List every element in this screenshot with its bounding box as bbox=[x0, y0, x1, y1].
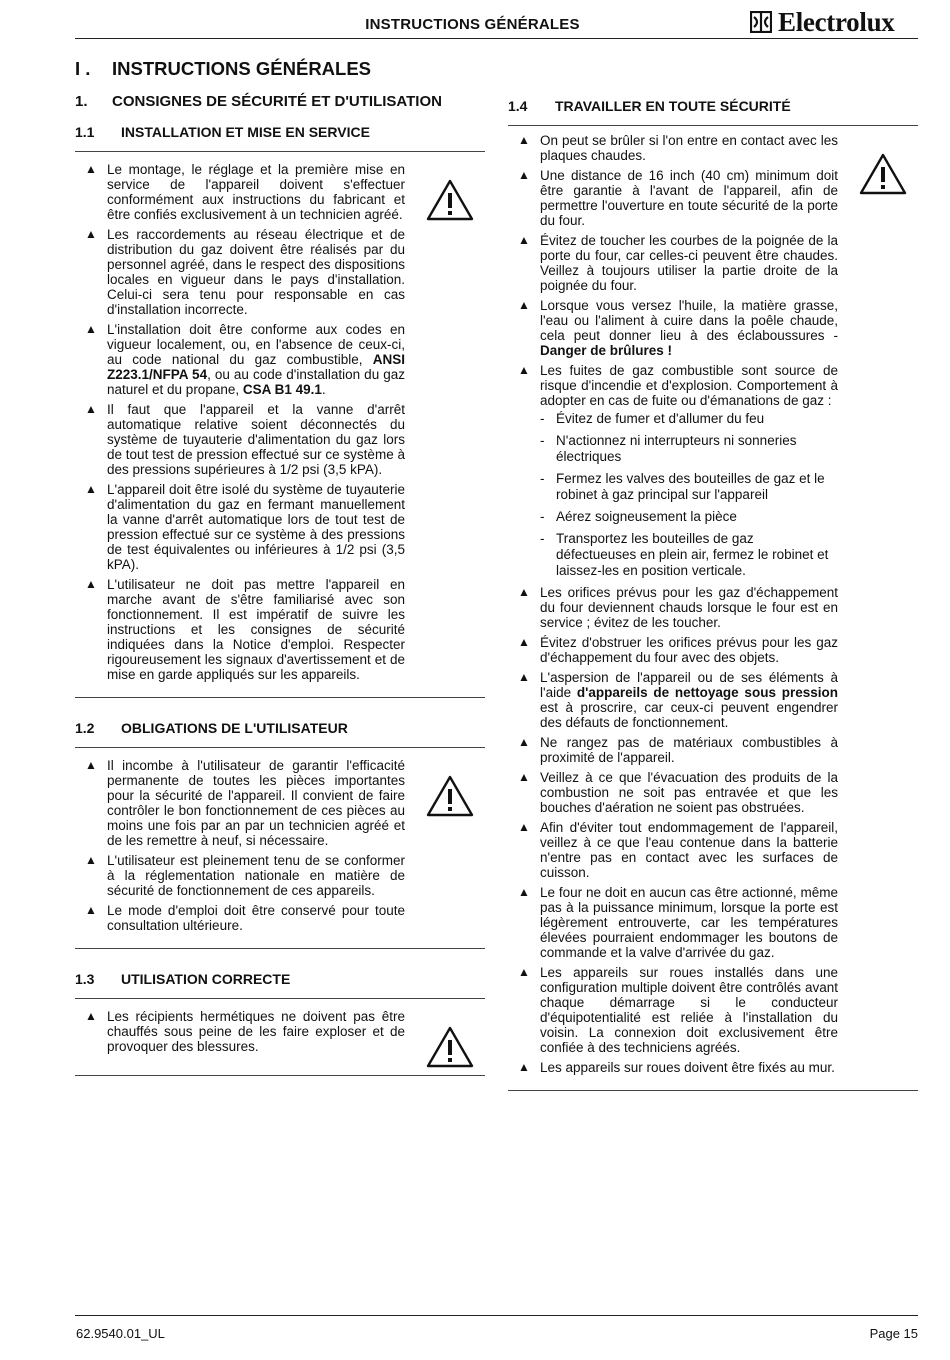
bullet-triangle-icon: ▲ bbox=[518, 770, 530, 784]
dash-item-text: N'actionnez ni interrupteurs ni sonneries électriques bbox=[556, 433, 797, 464]
bullet-triangle-icon: ▲ bbox=[85, 903, 97, 917]
bullet-triangle-icon: ▲ bbox=[85, 853, 97, 867]
list-item bbox=[85, 482, 405, 572]
list-item bbox=[518, 885, 838, 960]
bullet-triangle-icon: ▲ bbox=[85, 482, 97, 496]
list-item-text: Ne rangez pas de matériaux combustibles à proximité de l'appareil. bbox=[540, 735, 838, 765]
list-item-text bbox=[540, 298, 838, 358]
text-part: . bbox=[321, 382, 326, 397]
bullet-triangle-icon: ▲ bbox=[518, 635, 530, 649]
header-rule bbox=[75, 38, 918, 39]
brand-name: Electrolux bbox=[778, 6, 895, 37]
text-part: , ou au code d'installation du gaz naturel et du propane, bbox=[107, 367, 405, 397]
section-1-4-title: TRAVAILLER EN TOUTE SÉCURITÉ bbox=[555, 98, 791, 114]
left-column bbox=[75, 56, 485, 1094]
list-item bbox=[518, 1060, 838, 1075]
list-item-text: Évitez d'obstruer les orifices prévus pour les gaz d'échappement du four avec des objets. bbox=[540, 635, 838, 665]
section-1-number: 1. bbox=[75, 93, 88, 110]
bullet-triangle-icon: ▲ bbox=[85, 577, 97, 591]
list-item bbox=[85, 162, 405, 222]
bullet-triangle-icon: ▲ bbox=[518, 735, 530, 749]
list-item-text: Les appareils sur roues doivent être fixés au mur. bbox=[540, 1060, 835, 1075]
section-1-1-body bbox=[75, 152, 485, 698]
list-item-text: Les orifices prévus pour les gaz d'échappement du four deviennent chauds lorsque le four est en service ; évitez de les toucher. bbox=[540, 585, 838, 630]
section-1-2-heading bbox=[75, 716, 485, 748]
main-title bbox=[75, 58, 485, 80]
section-1-title bbox=[75, 93, 485, 110]
standard-reference: ANSI Z223.1/NFPA 54 bbox=[107, 352, 405, 382]
list-item bbox=[518, 233, 838, 293]
list-item-text bbox=[107, 322, 405, 397]
dash-bullet: - bbox=[540, 411, 545, 426]
bullet-triangle-icon: ▲ bbox=[518, 670, 530, 684]
text-part: L'aspersion de l'appareil ou de ses éléments à l'aide bbox=[540, 670, 838, 700]
danger-warning: Danger de brûlures ! bbox=[540, 343, 673, 358]
dash-bullet: - bbox=[540, 433, 545, 448]
list-item-text: Le mode d'emploi doit être conservé pour toute consultation ultérieure. bbox=[107, 903, 405, 933]
dash-item bbox=[540, 509, 838, 525]
warning-triangle-icon bbox=[425, 1025, 475, 1069]
dash-item bbox=[540, 471, 838, 503]
list-item bbox=[518, 298, 838, 358]
electrolux-logo-icon bbox=[750, 11, 772, 33]
dash-item-text: Fermez les valves des bouteilles de gaz et le robinet à gaz principal sur l'appareil bbox=[556, 471, 825, 502]
text-part: Lorsque vous versez l'huile, la matière grasse, l'eau ou l'aliment à cuire dans la poêle chaude, cela peut donner lieu à des éclaboussures - bbox=[540, 298, 838, 343]
list-item bbox=[518, 585, 838, 630]
section-1-4-body bbox=[508, 126, 918, 1091]
section-1-1-heading bbox=[75, 120, 485, 152]
bullet-triangle-icon: ▲ bbox=[85, 402, 97, 416]
bullet-triangle-icon: ▲ bbox=[85, 1009, 97, 1023]
header-title: INSTRUCTIONS GÉNÉRALES bbox=[365, 16, 580, 33]
list-item-text: L'utilisateur ne doit pas mettre l'appareil en marche avant de s'être familiarisé avec son fonctionnement. Il est impératif de suivre les instructions et les consignes de sécurité indiquées dans la Notice d'emploi. Respecter rigoureusement les signaux d'avertissement et de mise en garde appliqués sur les appareils. bbox=[107, 577, 405, 682]
list-item bbox=[85, 853, 405, 898]
dash-item bbox=[540, 433, 838, 465]
list-item-text: Les appareils sur roues installés dans une configuration multiple doivent être contrôlés avant chaque démarrage si le conducteur d'équipotentialité est reliée à l'installation du voisin. La connexion doit exclusivement être confiée à des techniciens agréés. bbox=[540, 965, 838, 1055]
list-item-text: Une distance de 16 inch (40 cm) minimum doit être garantie à l'avant de l'appareil, afin de permettre l'ouverture en toute sécurité de la porte du four. bbox=[540, 168, 838, 228]
warning-triangle-icon bbox=[425, 774, 475, 818]
section-1-1-title: INSTALLATION ET MISE EN SERVICE bbox=[121, 124, 370, 140]
list-item bbox=[85, 322, 405, 397]
list-item bbox=[85, 577, 405, 682]
list-item bbox=[518, 168, 838, 228]
list-item bbox=[518, 735, 838, 765]
section-1-4-number: 1.4 bbox=[508, 98, 528, 114]
dash-item-text: Aérez soigneusement la pièce bbox=[556, 509, 737, 524]
bullet-triangle-icon: ▲ bbox=[518, 585, 530, 599]
section-1-2-title: OBLIGATIONS DE L'UTILISATEUR bbox=[121, 720, 348, 736]
section-1-3-number: 1.3 bbox=[75, 971, 95, 987]
list-item-text: Il faut que l'appareil et la vanne d'arrêt automatique relative soient déconnectés du système de tuyauterie d'alimentation du gaz lors de tout test de pression effectué sur ce système à des pressions supérieures à 1/2 psi (3,5 kPA). bbox=[107, 402, 405, 477]
bullet-triangle-icon: ▲ bbox=[518, 885, 530, 899]
list-item bbox=[518, 820, 838, 880]
list-item bbox=[85, 903, 405, 933]
bullet-triangle-icon: ▲ bbox=[85, 227, 97, 241]
section-1-text: CONSIGNES DE SÉCURITÉ ET D'UTILISATION bbox=[112, 93, 442, 110]
standard-reference: CSA B1 49.1 bbox=[242, 382, 322, 397]
bullet-triangle-icon: ▲ bbox=[518, 168, 530, 182]
list-item bbox=[518, 770, 838, 815]
page-number: Page 15 bbox=[869, 1326, 918, 1341]
list-item bbox=[85, 402, 405, 477]
section-1-2-number: 1.2 bbox=[75, 720, 95, 736]
dash-item-text: Évitez de fumer et d'allumer du feu bbox=[556, 411, 765, 426]
list-item-text: Les fuites de gaz combustible sont source de risque d'incendie et d'explosion. Comportement à adopter en cas de fuite ou d'émanations de gaz : bbox=[540, 363, 838, 408]
bullet-triangle-icon: ▲ bbox=[85, 322, 97, 336]
dash-item bbox=[540, 531, 838, 579]
list-item bbox=[518, 635, 838, 665]
list-item-text: Les récipients hermétiques ne doivent pas être chauffés sous peine de les faire exploser et de provoquer des blessures. bbox=[107, 1009, 405, 1054]
bullet-triangle-icon: ▲ bbox=[518, 133, 530, 147]
gas-leak-steps bbox=[540, 411, 838, 579]
bullet-triangle-icon: ▲ bbox=[518, 820, 530, 834]
section-1-3-title: UTILISATION CORRECTE bbox=[121, 971, 291, 987]
list-item-text bbox=[540, 670, 838, 730]
bullet-triangle-icon: ▲ bbox=[518, 233, 530, 247]
bullet-triangle-icon: ▲ bbox=[85, 162, 97, 176]
list-item bbox=[518, 965, 838, 1055]
bullet-triangle-icon: ▲ bbox=[518, 1060, 530, 1074]
brand-logo bbox=[750, 6, 894, 38]
warning-triangle-icon bbox=[425, 178, 475, 222]
list-item-text: L'utilisateur est pleinement tenu de se conformer à la réglementation nationale en matière de sécurité de fonctionnement de ces appareils. bbox=[107, 853, 405, 898]
section-1-3-heading bbox=[75, 967, 485, 999]
list-item-text: Veillez à ce que l'évacuation des produits de la combustion ne soit pas entravée et que les bouches d'aération ne soient pas obstruées. bbox=[540, 770, 838, 815]
dash-item bbox=[540, 411, 838, 427]
bullet-triangle-icon: ▲ bbox=[85, 758, 97, 772]
bullet-triangle-icon: ▲ bbox=[518, 965, 530, 979]
list-item bbox=[85, 227, 405, 317]
dash-bullet: - bbox=[540, 471, 545, 486]
dash-bullet: - bbox=[540, 509, 545, 524]
document-code: 62.9540.01_UL bbox=[76, 1326, 165, 1341]
list-item bbox=[518, 670, 838, 730]
warning-triangle-icon bbox=[858, 152, 908, 196]
section-1-4-heading bbox=[508, 94, 918, 126]
list-item-text: Le four ne doit en aucun cas être actionné, même pas à la puissance minimum, lorsque la porte est légèrement entrouverte, car les températures élevées pourraient endommager les boutons de commande et la valve d'arrivée du gaz. bbox=[540, 885, 838, 960]
list-item bbox=[518, 133, 838, 163]
footer-rule bbox=[75, 1315, 918, 1316]
list-item bbox=[518, 363, 838, 408]
main-title-text: INSTRUCTIONS GÉNÉRALES bbox=[112, 58, 372, 79]
list-item-text: On peut se brûler si l'on entre en contact avec les plaques chaudes. bbox=[540, 133, 838, 163]
text-part: est à proscrire, car ceux-ci peuvent engendrer des défauts de fonctionnement. bbox=[540, 700, 838, 730]
bullet-triangle-icon: ▲ bbox=[518, 298, 530, 312]
dash-item-text: Transportez les bouteilles de gaz défectueuses en plein air, fermez le robinet et laissez-les en position verticale. bbox=[556, 531, 829, 578]
list-item-text: Afin d'éviter tout endommagement de l'appareil, veillez à ce que l'eau contenue dans la batterie n'entre pas en contact avec les surfaces de cuisson. bbox=[540, 820, 838, 880]
list-item-text: Il incombe à l'utilisateur de garantir l'efficacité permanente de toutes les pièces importantes pour la sécurité de l'appareil. Il convient de faire contrôler le bon fonctionnement de ces pièces au moins une fois par an par un technicien agréé et de les remettre à neuf, si nécessaire. bbox=[107, 758, 405, 848]
dash-bullet: - bbox=[540, 531, 545, 546]
right-column bbox=[508, 94, 918, 1091]
list-item-text: Évitez de toucher les courbes de la poignée de la porte du four, car celles-ci peuvent être chaudes. Veillez à toujours utiliser la partie droite de la poignée du four. bbox=[540, 233, 838, 293]
emphasis: d'appareils de nettoyage sous pression bbox=[576, 685, 838, 700]
list-item bbox=[85, 1009, 405, 1054]
text-part: L'installation doit être conforme aux codes en vigueur localement, ou, en l'absence de ceux-ci, au code national du gaz combustible, bbox=[107, 322, 405, 367]
section-1-1-number: 1.1 bbox=[75, 124, 95, 140]
list-item bbox=[85, 758, 405, 848]
section-1-2-body bbox=[75, 748, 485, 949]
main-title-number: I . bbox=[75, 58, 91, 79]
list-item-text: L'appareil doit être isolé du système de tuyauterie d'alimentation du gaz en fermant manuellement la vanne d'arrêt automatique lors de tout test de pression effectué sur ce système à des pressions de test équivalentes ou inférieures à 1/2 psi (3,5 kPA). bbox=[107, 482, 405, 572]
section-1-3-body bbox=[75, 999, 485, 1076]
list-item-text: Le montage, le réglage et la première mise en service de l'appareil doivent s'effectuer conformément aux instructions du fabricant et être confiés exclusivement à un technicien agréé. bbox=[107, 162, 405, 222]
list-item-text: Les raccordements au réseau électrique et de distribution du gaz doivent être réalisés par du personnel agréé, dans le respect des dispositions locales en vigueur dans le pays d'installation. Celui-ci sera tenu pour responsable en cas d'installation incorrecte. bbox=[107, 227, 405, 317]
bullet-triangle-icon: ▲ bbox=[518, 363, 530, 377]
